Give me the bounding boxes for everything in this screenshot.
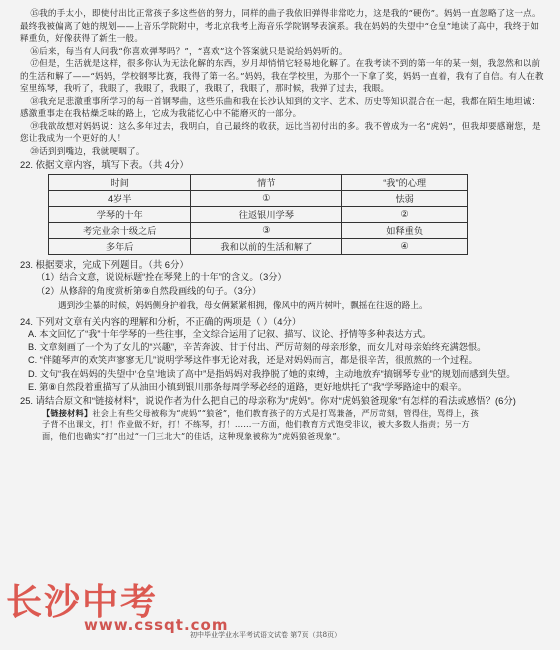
option-e: E. 第⑧自然段着重描写了从油田小镇到银川那条每周学琴必经的道路，更好地烘托了“我”学琴路途中的艰辛。 bbox=[28, 381, 468, 392]
table-cell: ④ bbox=[342, 238, 468, 254]
table-cell: ③ bbox=[191, 222, 342, 238]
paragraph-15: ⑮我的手太小，即使付出比正常孩子多这些倍的努力，同样的曲子我依旧弹得非常吃力，这是我的“硬伤”。妈妈一直忽略了这一点。最终我被偏离了她的规划——上音乐学院附中，考北京我考上海音乐学院钢琴表演系。我在妈妈的失望中“仓皇”地读了高中，我终于如释重负，好像获得了新生一般。 bbox=[20, 9, 541, 44]
question-22: 22. 依据文章内容，填写下表。（共 4分） bbox=[20, 159, 189, 170]
question-24: 24. 下列对文章有关内容的理解和分析，不正确的两项是（ ）（4分） bbox=[20, 315, 302, 327]
material-label: 【链接材料】 bbox=[42, 407, 93, 418]
table-header: “我”的心理 bbox=[342, 174, 468, 190]
paragraph-19: ⑲我欲故想对妈妈说：这么多年过去，我明白，自己最终的收获，远比当初付出的多。我不曾成为一名“虎妈”，但我却要感谢您，是您让我成为一个更好的人！ bbox=[20, 121, 541, 144]
table-cell: ① bbox=[191, 190, 342, 206]
option-a: A. 本文回忆了“我”十年学琴的一些往事，全文综合运用了记叙、描写、议论、抒情等多种表达方式。 bbox=[28, 329, 432, 339]
table-header: 时间 bbox=[49, 174, 191, 190]
table-cell: 学琴的十年 bbox=[49, 206, 191, 222]
option-d: D. 文句“我在妈妈的失望中‘仓皇’地读了高中”是指妈妈对我挣脱了她的束缚，主动地放弃“搞钢琴专业”的规划而感到失望。 bbox=[28, 368, 516, 379]
paragraph-16: ⑯后来，每当有人问我“你喜欢弹琴吗？”，“喜欢”这个答案就只是说给妈妈听的。 bbox=[30, 46, 348, 57]
table-cell: ② bbox=[342, 206, 468, 222]
table-cell: 多年后 bbox=[49, 238, 191, 254]
table-row bbox=[49, 238, 468, 254]
table-cell: 我和以前的生活和解了 bbox=[191, 238, 342, 254]
link-material bbox=[42, 408, 482, 443]
watermark-url: www.cssqt.com bbox=[84, 616, 229, 634]
table-cell: 往返银川学琴 bbox=[191, 206, 342, 222]
question-23-part-2: （2）从修辞的角度赏析第⑨自然段画线的句子。（3分） bbox=[36, 285, 262, 296]
answer-table bbox=[48, 174, 468, 255]
table-row bbox=[49, 222, 468, 238]
table-cell: 如释重负 bbox=[342, 222, 468, 238]
table-header-row bbox=[49, 174, 468, 190]
option-b: B. 文章刻画了一个为了女儿的“兴趣”，辛苦奔波、甘于付出、严厉苛刻的母亲形象，而女儿对母亲始终充满怨恨。 bbox=[28, 342, 487, 353]
table-cell: 怯弱 bbox=[342, 190, 468, 206]
watermark-logo: 长沙中考 bbox=[6, 582, 159, 623]
material-text: 社会上有些父母被称为“虎妈”“狼爸”，他们教育孩子的方式是打骂兼备，严厉苛刻，管得住，骂得上，孩子背不出课文，打！作业做不好，打！不练琴，打！……一方面，他们教育方式饱受非议，被大多数人指责；另一方面，他们也确实“打”出过“一门三北大”的佳话，这种现象被称为“虎妈狼爸现象”。 bbox=[42, 407, 479, 441]
table-row bbox=[49, 206, 468, 222]
option-c: C. “伴随琴声的欢笑声寥寥无几”说明学琴这件事无论对我，还是对妈妈而言，都是很辛苦，很煎熬的一个过程。 bbox=[28, 355, 478, 366]
table-cell: 考完业余十级之后 bbox=[49, 222, 191, 238]
paragraph-18: ⑱我充足悲激重事所学习的每一首钢琴曲，这些乐曲和我在长沙认知到的文字、艺术、历史等知识混合在一起，我都在陌生地坦诚：感激重事走在我枯燥乏味的路上，它成为我能忆心中不能磨灭的一部分。 bbox=[20, 96, 541, 119]
question-23-part-1: （1）结合文意，说说标题“拴在琴凳上的十年”的含义。（3分） bbox=[36, 272, 287, 282]
exam-page bbox=[20, 8, 548, 444]
table-cell: 4岁半 bbox=[49, 190, 191, 206]
table-header: 情节 bbox=[191, 174, 342, 190]
paragraph-17: ⑰但是，生活就是这样，很多你认为无法化解的东西，岁月却悄悄它轻易地化解了。在我考读不到的第一年的某一刻，我忽然和以前的生活和解了——“妈妈，学校钢琴比赛，我得了第一名。”妈妈，我在学校里，为那个一下拿了奖，妈妈一直着，我有了自信。有人在教室里练琴，我听了，我眼了，我眼了，我眼了，我眼了，我眼了，那时候，我弹了过去，我眼。 bbox=[20, 59, 544, 94]
question-25: 25. 请结合原文和“链接材料”，说说作者为什么把自己的母亲称为“虎妈”。你对“虎妈狼爸现象”有怎样的看法或感悟？(6分) bbox=[20, 395, 516, 407]
quoted-sentence: 遇到沙尘暴的时候，妈妈侧身护着我，母女俩紧紧相拥，像风中的两片树叶，飘摇在往返的路上。 bbox=[58, 301, 428, 311]
paragraph-20: ⑳话到到嘴边，我就哽咽了。 bbox=[30, 146, 145, 157]
question-23: 23. 根据要求，完成下列题目。（共 6分） bbox=[20, 258, 189, 270]
table-row bbox=[49, 190, 468, 206]
page-footer: 初中毕业学业水平考试语文试卷 第7页（共8页） bbox=[190, 631, 342, 639]
